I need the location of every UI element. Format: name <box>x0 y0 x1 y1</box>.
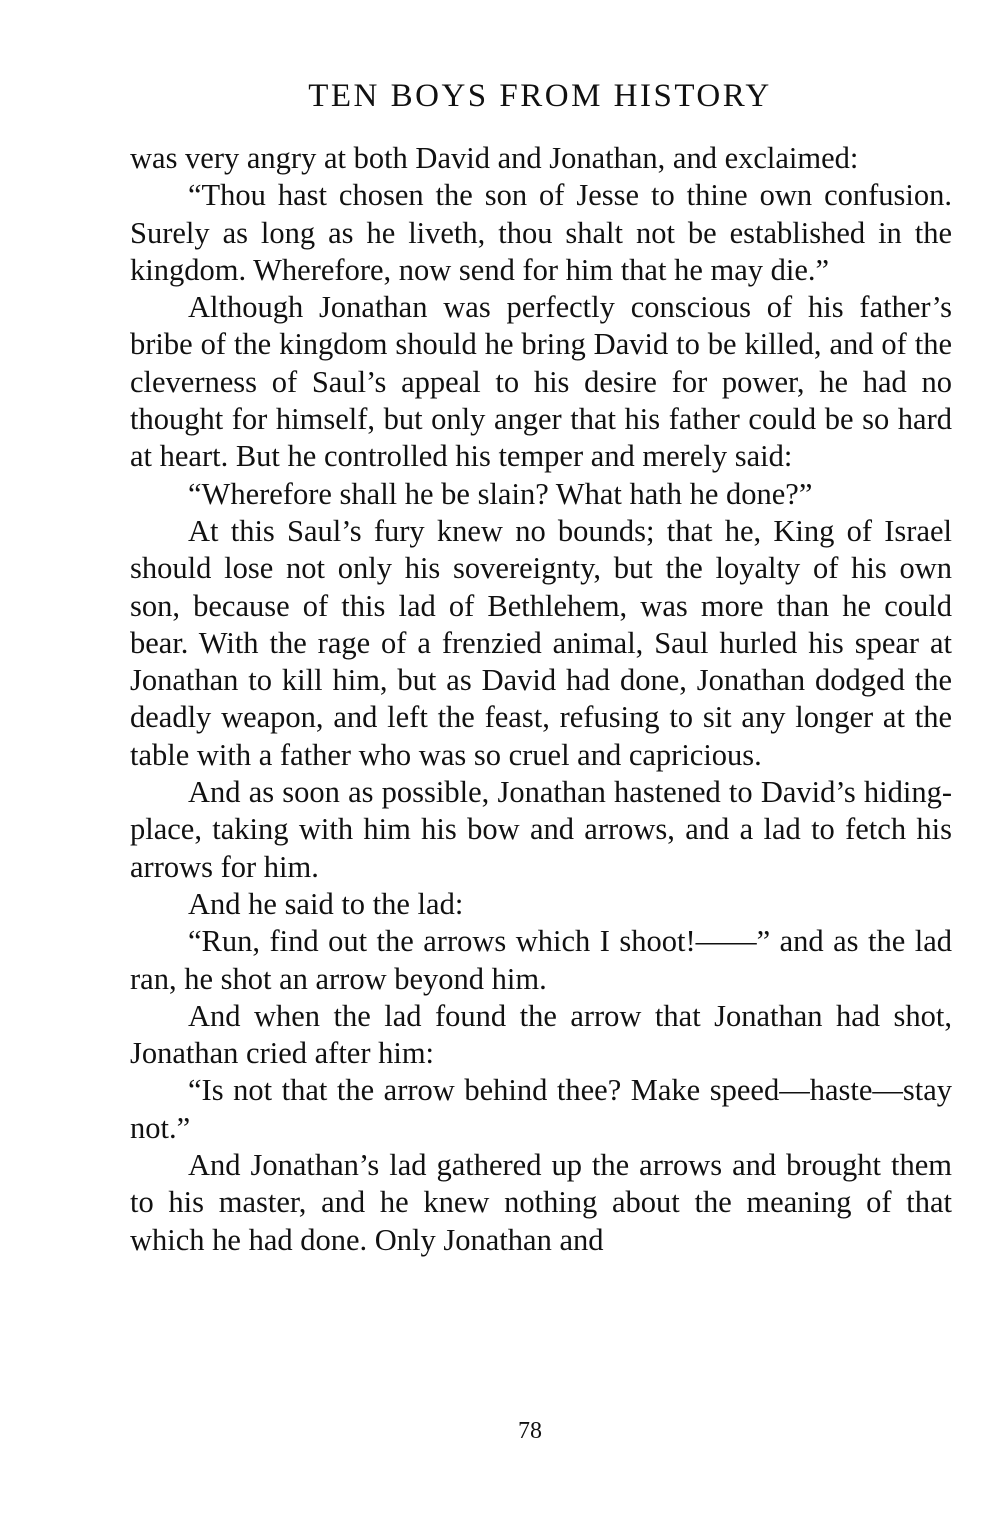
paragraph: And when the lad found the arrow that Jonathan had shot, Jonathan cried after him: <box>130 998 952 1071</box>
paragraph-quote-saul: “Thou hast chosen the son of Jesse to thine own confusion. Surely as long as he liveth, thou shalt not be established in the kingdom. Wherefore, now send for him that he may die.” <box>130 178 952 287</box>
paragraph: And he said to the lad: <box>188 886 464 921</box>
running-head: TEN BOYS FROM HISTORY <box>308 78 772 114</box>
paragraph-quote-haste: “Is not that the arrow behind thee? Make speed—haste—stay not.” <box>130 1073 952 1145</box>
body-text <box>130 140 952 1259</box>
paragraph-last: And Jonathan’s lad gathered up the arrows and brought them to his master, and he knew nothing about the meaning of that which he had done. Only Jonathan and <box>130 1148 952 1257</box>
paragraph-quote-run: “Run, find out the arrows which I shoot!——” and as the lad ran, he shot an arrow beyond him. <box>130 924 952 996</box>
paragraph-continued: was very angry at both David and Jonathan, and exclaimed: <box>130 141 859 175</box>
paragraph-quote-jonathan: “Wherefore shall he be slain? What hath he done?” <box>188 476 813 511</box>
paragraph: Although Jonathan was perfectly conscious of his father’s bribe of the kingdom should he bring David to be killed, and of the cleverness of Saul’s appeal to his desire for power, he had no thought for himself, but only anger that his father could be so hard at heart. But he controlled his temper and merely said: <box>130 290 952 474</box>
paragraph: And as soon as possible, Jonathan hastened to David’s hiding-place, taking with him his bow and arrows, and a lad to fetch his arrows for him. <box>130 775 952 884</box>
paragraph: At this Saul’s fury knew no bounds; that he, King of Israel should lose not only his sovereignty, but the loyalty of his own son, because of this lad of Bethlehem, was more than he could bear. With the rage of a frenzied animal, Saul hurled his spear at Jonathan to kill him, but as David had done, Jonathan dodged the deadly weapon, and left the feast, refusing to sit any longer at the table with a father who was so cruel and capricious. <box>130 513 952 772</box>
page-number: 78 <box>518 1418 542 1444</box>
